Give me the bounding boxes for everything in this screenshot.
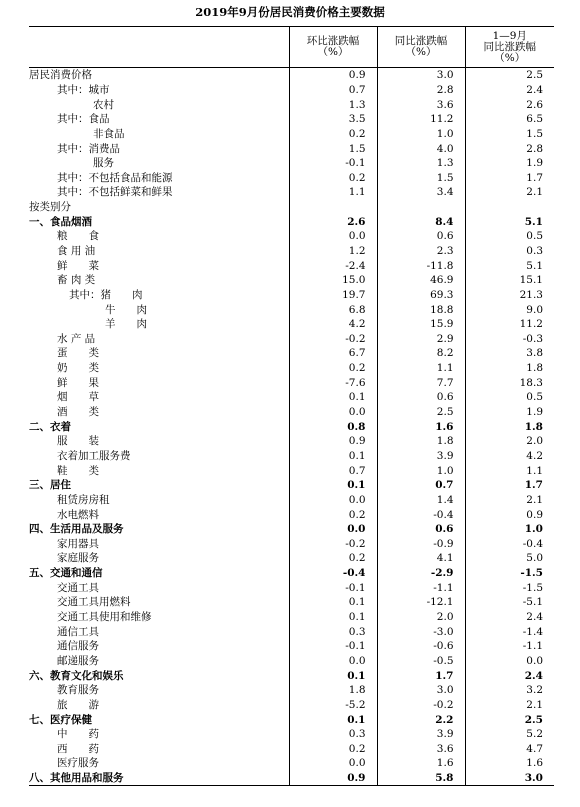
ytd-value: 2.4 <box>465 668 554 683</box>
ytd-value: 2.4 <box>465 83 554 98</box>
yoy-value: 3.9 <box>377 449 465 464</box>
table-row <box>29 507 554 522</box>
yoy-value: -0.2 <box>377 698 465 713</box>
mom-value: 0.2 <box>289 507 377 522</box>
row-label: 衣着加工服务费 <box>57 449 131 462</box>
ytd-value: 5.2 <box>465 727 554 742</box>
ytd-value: 15.1 <box>465 273 554 288</box>
row-label: 食 用 油 <box>57 245 96 257</box>
yoy-value: -0.5 <box>377 654 465 669</box>
mom-value: 0.8 <box>289 419 377 434</box>
ytd-value: 5.1 <box>465 258 554 273</box>
mom-value: 0.0 <box>289 756 377 771</box>
yoy-value: 0.6 <box>377 229 465 244</box>
table-row <box>29 566 554 581</box>
row-label: 鞋 类 <box>57 464 99 477</box>
row-label: 羊 肉 <box>105 318 147 331</box>
row-label: 八、其他用品和服务 <box>29 772 124 785</box>
table-header <box>29 27 554 68</box>
mom-value: 6.8 <box>289 302 377 317</box>
yoy-value: 2.3 <box>377 244 465 259</box>
yoy-value: 11.2 <box>377 112 465 127</box>
ytd-value: 0.9 <box>465 507 554 522</box>
header-yoy-text: 同比涨跌幅 <box>394 35 448 47</box>
header-ytd-unit: （%） <box>494 51 526 64</box>
ytd-value: 1.7 <box>465 170 554 185</box>
table-row <box>29 683 554 698</box>
ytd-value: 9.0 <box>465 302 554 317</box>
yoy-value: 8.4 <box>377 214 465 229</box>
table-row <box>29 244 554 259</box>
table-row <box>29 288 554 303</box>
mom-value: -0.2 <box>289 537 377 552</box>
table-row <box>29 551 554 566</box>
row-label: 租赁房房租 <box>57 493 110 506</box>
row-label: 服务 <box>93 157 114 170</box>
ytd-value: -1.5 <box>465 566 554 581</box>
row-label: 通信服务 <box>57 640 99 653</box>
yoy-value: 7.7 <box>377 375 465 390</box>
table-row <box>29 727 554 742</box>
row-label: 服 装 <box>57 435 99 448</box>
mom-value: 0.0 <box>289 522 377 537</box>
row-label: 其中：猪 肉 <box>69 288 143 301</box>
ytd-value: 4.2 <box>465 449 554 464</box>
mom-value: 0.1 <box>289 449 377 464</box>
yoy-value: -11.8 <box>377 258 465 273</box>
mom-value: -7.6 <box>289 375 377 390</box>
table-row <box>29 595 554 610</box>
table-row <box>29 112 554 127</box>
yoy-value: 0.6 <box>377 390 465 405</box>
row-label: 家庭服务 <box>57 552 99 565</box>
row-label: 非食品 <box>93 127 125 140</box>
mom-value: 0.1 <box>289 595 377 610</box>
table-row <box>29 185 554 200</box>
mom-value: 0.0 <box>289 405 377 420</box>
table-row <box>29 698 554 713</box>
mom-value: 6.7 <box>289 346 377 361</box>
ytd-value: 1.7 <box>465 478 554 493</box>
ytd-value: 2.6 <box>465 97 554 112</box>
yoy-value: 2.5 <box>377 405 465 420</box>
yoy-value: 5.8 <box>377 771 465 786</box>
yoy-value: 4.0 <box>377 141 465 156</box>
table-row <box>29 200 554 215</box>
row-label: 三、居住 <box>29 479 71 492</box>
header-mom-text: 环比涨跌幅 <box>306 35 360 47</box>
ytd-value: 1.1 <box>465 463 554 478</box>
table-row <box>29 712 554 727</box>
ytd-value: -5.1 <box>465 595 554 610</box>
mom-value: 0.3 <box>289 624 377 639</box>
yoy-value: 3.6 <box>377 97 465 112</box>
ytd-value: 5.1 <box>465 214 554 229</box>
ytd-value: -1.4 <box>465 624 554 639</box>
ytd-value: 2.5 <box>465 68 554 83</box>
row-label: 交通工具用燃料 <box>57 596 131 609</box>
header-mom-unit: （%） <box>317 46 349 58</box>
mom-value: 0.3 <box>289 727 377 742</box>
yoy-value: -0.6 <box>377 639 465 654</box>
table-row <box>29 83 554 98</box>
yoy-value: 2.0 <box>377 610 465 625</box>
header-yoy <box>377 27 465 68</box>
yoy-value: 1.0 <box>377 463 465 478</box>
row-label: 中 药 <box>57 728 99 741</box>
yoy-value: 3.0 <box>377 683 465 698</box>
row-label: 按类别分 <box>29 201 71 214</box>
header-ytd-period: 1—9月 <box>492 29 527 42</box>
ytd-value: 3.0 <box>465 771 554 786</box>
header-ytd-text: 同比涨跌幅 <box>483 40 536 53</box>
table-row <box>29 273 554 288</box>
yoy-value: 0.6 <box>377 522 465 537</box>
mom-value: -0.1 <box>289 156 377 171</box>
row-label: 旅 游 <box>57 698 99 711</box>
table-row <box>29 302 554 317</box>
mom-value: -0.1 <box>289 580 377 595</box>
mom-value: 0.1 <box>289 478 377 493</box>
row-label: 居民消费价格 <box>29 69 92 82</box>
yoy-value: -0.9 <box>377 537 465 552</box>
row-label: 畜 肉 类 <box>57 274 96 287</box>
table-row <box>29 449 554 464</box>
mom-value: 1.3 <box>289 97 377 112</box>
ytd-value: 3.8 <box>465 346 554 361</box>
yoy-value: -0.4 <box>377 507 465 522</box>
mom-value <box>289 200 377 215</box>
mom-value: 0.1 <box>289 390 377 405</box>
table-row <box>29 405 554 420</box>
mom-value: 3.5 <box>289 112 377 127</box>
table-row <box>29 214 554 229</box>
row-label: 农村 <box>93 98 114 111</box>
table-row <box>29 419 554 434</box>
yoy-value: 1.6 <box>377 756 465 771</box>
ytd-value: 1.8 <box>465 419 554 434</box>
row-label: 一、食品烟酒 <box>29 215 92 228</box>
mom-value: 1.5 <box>289 141 377 156</box>
row-label: 五、交通和通信 <box>29 567 103 580</box>
table-row <box>29 654 554 669</box>
yoy-value: 1.5 <box>377 170 465 185</box>
table-row <box>29 141 554 156</box>
row-label: 西 药 <box>57 742 99 755</box>
mom-value: 0.0 <box>289 654 377 669</box>
table-row <box>29 375 554 390</box>
yoy-value: 1.6 <box>377 419 465 434</box>
table-row <box>29 639 554 654</box>
table-row <box>29 127 554 142</box>
header-row <box>29 27 554 68</box>
ytd-value: 21.3 <box>465 288 554 303</box>
ytd-value: 1.6 <box>465 756 554 771</box>
table-row <box>29 258 554 273</box>
mom-value: 0.1 <box>289 712 377 727</box>
mom-value: 4.2 <box>289 317 377 332</box>
yoy-value: 3.4 <box>377 185 465 200</box>
row-label: 交通工具 <box>57 581 99 594</box>
yoy-value: -3.0 <box>377 624 465 639</box>
yoy-value: 4.1 <box>377 551 465 566</box>
yoy-value: 1.0 <box>377 127 465 142</box>
yoy-value: 8.2 <box>377 346 465 361</box>
yoy-value: 2.8 <box>377 83 465 98</box>
mom-value: -5.2 <box>289 698 377 713</box>
row-label: 通信工具 <box>57 625 99 638</box>
row-label: 水 产 品 <box>57 332 96 345</box>
row-label: 鲜 果 <box>57 376 99 389</box>
mom-value: 2.6 <box>289 214 377 229</box>
yoy-value: 18.8 <box>377 302 465 317</box>
yoy-value: 2.9 <box>377 332 465 347</box>
row-label: 酒 类 <box>57 406 99 419</box>
header-mom <box>289 27 377 68</box>
yoy-value: 3.9 <box>377 727 465 742</box>
mom-value: 0.2 <box>289 741 377 756</box>
ytd-value: -1.5 <box>465 580 554 595</box>
row-label: 教育服务 <box>57 684 99 697</box>
row-label: 六、教育文化和娱乐 <box>29 669 124 682</box>
table-row <box>29 741 554 756</box>
ytd-value: -0.3 <box>465 332 554 347</box>
ytd-value: 5.0 <box>465 551 554 566</box>
ytd-value: 11.2 <box>465 317 554 332</box>
ytd-value <box>465 200 554 215</box>
ytd-value: 1.0 <box>465 522 554 537</box>
table-row <box>29 463 554 478</box>
mom-value: -0.1 <box>289 639 377 654</box>
row-label: 蛋 类 <box>57 347 99 360</box>
row-label: 二、衣着 <box>29 420 71 433</box>
yoy-value: 0.7 <box>377 478 465 493</box>
table-row <box>29 580 554 595</box>
table-row <box>29 68 554 83</box>
table-row <box>29 493 554 508</box>
cpi-data-table <box>29 26 554 786</box>
row-label: 牛 肉 <box>105 303 147 316</box>
mom-value: 0.2 <box>289 361 377 376</box>
mom-value: 15.0 <box>289 273 377 288</box>
table-row <box>29 478 554 493</box>
yoy-value: 1.1 <box>377 361 465 376</box>
ytd-value: 2.1 <box>465 698 554 713</box>
table-row <box>29 156 554 171</box>
header-label-cell <box>29 27 289 68</box>
mom-value: 0.1 <box>289 668 377 683</box>
ytd-value: 1.5 <box>465 127 554 142</box>
table-body <box>29 68 554 786</box>
row-label: 其中：不包括鲜菜和鲜果 <box>57 186 173 199</box>
row-label: 烟 草 <box>57 391 99 404</box>
table-row <box>29 771 554 786</box>
row-label: 粮 食 <box>57 230 99 243</box>
table-row <box>29 97 554 112</box>
table-row <box>29 624 554 639</box>
table-row <box>29 361 554 376</box>
yoy-value: 2.2 <box>377 712 465 727</box>
mom-value: 0.9 <box>289 771 377 786</box>
mom-value: -0.2 <box>289 332 377 347</box>
mom-value: 0.9 <box>289 68 377 83</box>
mom-value: 0.2 <box>289 551 377 566</box>
ytd-value: 6.5 <box>465 112 554 127</box>
table-row <box>29 668 554 683</box>
yoy-value: 1.8 <box>377 434 465 449</box>
table-row <box>29 170 554 185</box>
ytd-value: 0.5 <box>465 229 554 244</box>
yoy-value: 46.9 <box>377 273 465 288</box>
ytd-value: 0.5 <box>465 390 554 405</box>
yoy-value: 3.6 <box>377 741 465 756</box>
ytd-value: 3.2 <box>465 683 554 698</box>
table-row <box>29 229 554 244</box>
ytd-value: -1.1 <box>465 639 554 654</box>
header-ytd <box>465 27 554 68</box>
row-label: 其中：消费品 <box>57 142 120 155</box>
ytd-value: 4.7 <box>465 741 554 756</box>
row-label: 其中：城市 <box>57 83 110 96</box>
ytd-value: 1.9 <box>465 156 554 171</box>
ytd-value: 1.9 <box>465 405 554 420</box>
row-label: 交通工具使用和维修 <box>57 611 152 624</box>
yoy-value <box>377 200 465 215</box>
row-label: 水电燃料 <box>57 508 99 521</box>
yoy-value: 3.0 <box>377 68 465 83</box>
mom-value: 1.8 <box>289 683 377 698</box>
yoy-value: 69.3 <box>377 288 465 303</box>
yoy-value: 15.9 <box>377 317 465 332</box>
table-row <box>29 332 554 347</box>
mom-value: 0.7 <box>289 463 377 478</box>
row-label: 其中：不包括食品和能源 <box>57 171 173 184</box>
row-label: 医疗服务 <box>57 757 99 770</box>
table-row <box>29 434 554 449</box>
ytd-value: 2.5 <box>465 712 554 727</box>
table-row <box>29 522 554 537</box>
table-row <box>29 390 554 405</box>
yoy-value: -1.1 <box>377 580 465 595</box>
ytd-value: 1.8 <box>465 361 554 376</box>
ytd-value: -0.4 <box>465 537 554 552</box>
yoy-value: -12.1 <box>377 595 465 610</box>
row-label: 家用器具 <box>57 537 99 550</box>
ytd-value: 2.0 <box>465 434 554 449</box>
row-label: 七、医疗保健 <box>29 713 92 726</box>
row-label: 奶 类 <box>57 362 99 375</box>
table-row <box>29 756 554 771</box>
mom-value: -0.4 <box>289 566 377 581</box>
row-label: 邮递服务 <box>57 654 99 667</box>
mom-value: 0.2 <box>289 127 377 142</box>
mom-value: 1.1 <box>289 185 377 200</box>
ytd-value: 0.3 <box>465 244 554 259</box>
table-row <box>29 317 554 332</box>
table-row <box>29 610 554 625</box>
mom-value: 0.9 <box>289 434 377 449</box>
ytd-value: 2.8 <box>465 141 554 156</box>
ytd-value: 2.1 <box>465 185 554 200</box>
table-row <box>29 346 554 361</box>
yoy-value: 1.4 <box>377 493 465 508</box>
mom-value: 19.7 <box>289 288 377 303</box>
mom-value: 0.1 <box>289 610 377 625</box>
mom-value: -2.4 <box>289 258 377 273</box>
mom-value: 0.0 <box>289 229 377 244</box>
header-yoy-unit: （%） <box>405 46 437 58</box>
row-label: 鲜 菜 <box>57 259 99 272</box>
mom-value: 0.2 <box>289 170 377 185</box>
yoy-value: 1.7 <box>377 668 465 683</box>
ytd-value: 0.0 <box>465 654 554 669</box>
ytd-value: 2.4 <box>465 610 554 625</box>
row-label: 其中：食品 <box>57 113 110 126</box>
table-title: 2019年9月份居民消费价格主要数据 <box>195 5 385 19</box>
table-row <box>29 537 554 552</box>
yoy-value: -2.9 <box>377 566 465 581</box>
mom-value: 0.7 <box>289 83 377 98</box>
row-label: 四、生活用品及服务 <box>29 523 124 536</box>
ytd-value: 2.1 <box>465 493 554 508</box>
mom-value: 1.2 <box>289 244 377 259</box>
ytd-value: 18.3 <box>465 375 554 390</box>
mom-value: 0.0 <box>289 493 377 508</box>
yoy-value: 1.3 <box>377 156 465 171</box>
